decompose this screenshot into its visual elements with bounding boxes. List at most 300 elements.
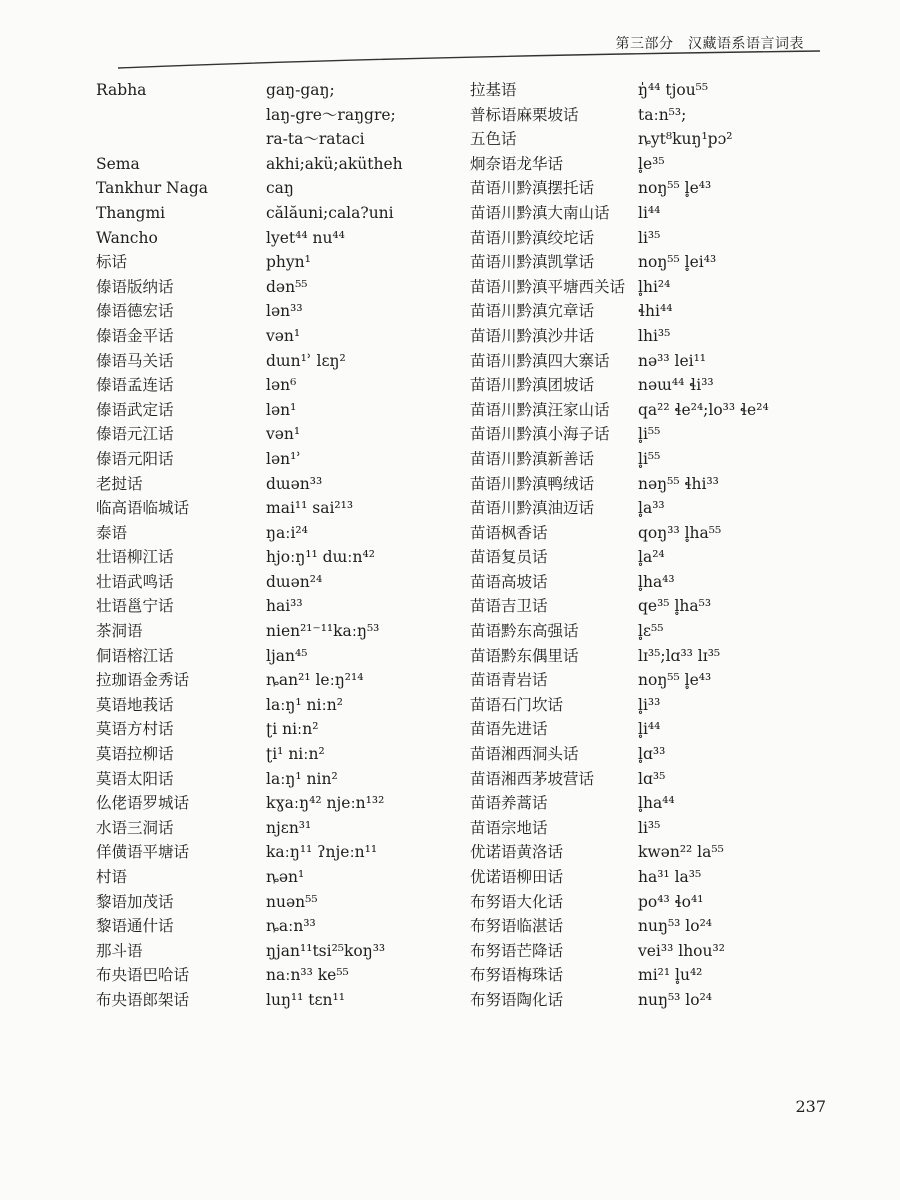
word-form-line: kaːŋ¹¹ ʔnjeːn¹¹ <box>266 843 378 862</box>
word-form <box>638 127 778 152</box>
entry-row <box>470 594 778 619</box>
language-name: 苗语川黔滇平塘西关话 <box>470 277 626 296</box>
word-form-line: laːŋ¹ niːn² <box>266 695 343 714</box>
word-form <box>266 570 471 595</box>
entry-row <box>470 447 778 472</box>
word-form-line: njɛn³¹ <box>266 818 312 837</box>
entry-row <box>78 767 471 792</box>
word-form <box>638 791 778 816</box>
word-form <box>638 226 778 251</box>
entry-row <box>470 791 778 816</box>
entry-row <box>470 693 778 718</box>
language-name: 苗语川黔滇凯掌话 <box>470 253 595 272</box>
word-form-line: ʈi¹ niːn² <box>266 745 325 764</box>
running-title: 第三部分 汉藏语系语言词表 <box>615 36 804 52</box>
entry-row <box>78 373 471 398</box>
word-form <box>266 742 471 767</box>
word-form-line: qoŋ³³ l̥ha⁵⁵ <box>638 523 722 542</box>
word-form <box>266 816 471 841</box>
language-name: 标话 <box>96 253 128 272</box>
word-form-line: nien²¹⁻¹¹kaːŋ⁵³ <box>266 622 380 641</box>
language-name: Tankhur Naga <box>96 179 209 198</box>
word-form-line: luŋ¹¹ tɛn¹¹ <box>266 990 345 1009</box>
language-name: 苗语先进话 <box>470 720 548 739</box>
word-form <box>266 201 471 226</box>
entry-row <box>78 447 471 472</box>
language-name: 苗语复员话 <box>470 548 548 567</box>
entry-row <box>470 570 778 595</box>
word-form <box>638 742 778 767</box>
language-name: 五色话 <box>470 130 517 149</box>
entry-row <box>78 422 471 447</box>
word-form <box>266 939 471 964</box>
word-form <box>638 496 778 521</box>
word-form-line: ȵyt⁸kuŋ¹pɔ² <box>638 130 733 149</box>
entry-row <box>470 176 778 201</box>
language-name: 苗语川黔滇沙井话 <box>470 326 595 345</box>
word-form-line: vən¹ <box>266 326 301 345</box>
word-form <box>266 373 471 398</box>
entry-row <box>470 349 778 374</box>
word-form <box>638 840 778 865</box>
word-form-line: mai¹¹ sai²¹³ <box>266 499 354 518</box>
word-form <box>266 717 471 742</box>
word-form-line: lən³³ <box>266 302 303 321</box>
word-form <box>638 816 778 841</box>
language-name: 傣语马关话 <box>96 351 174 370</box>
word-form-line: ɬhi⁴⁴ <box>638 302 673 321</box>
word-form-line: l̥hi²⁴ <box>638 277 671 296</box>
entry-row <box>78 914 471 939</box>
word-form-line: lɪ³⁵;lɑ³³ lɪ³⁵ <box>638 646 721 665</box>
language-name: 优诺语柳田话 <box>470 868 564 886</box>
word-form <box>638 422 778 447</box>
word-form-line: lən⁶ <box>266 376 297 395</box>
word-form-line: l̥a²⁴ <box>638 548 665 567</box>
entry-row <box>470 644 778 669</box>
language-name: 壮语武鸣话 <box>96 572 174 591</box>
word-form <box>266 521 471 546</box>
word-form <box>266 324 471 349</box>
entry-row <box>78 398 471 423</box>
entry-row <box>78 275 471 300</box>
language-name: 苗语川黔滇大南山话 <box>470 203 610 222</box>
language-name: Wancho <box>96 228 158 247</box>
word-form-line: vən¹ <box>266 425 301 444</box>
word-form <box>638 299 778 324</box>
word-form <box>638 349 778 374</box>
word-form <box>638 594 778 619</box>
word-form-line: dɯən³³ <box>266 474 323 493</box>
word-form <box>266 988 471 1013</box>
entry-row <box>78 176 471 201</box>
language-name: 傣语德宏话 <box>96 302 174 321</box>
word-form-line: ȵan²¹ leːŋ²¹⁴ <box>266 671 364 690</box>
entry-row <box>78 619 471 644</box>
entry-row <box>78 865 471 890</box>
word-form-line: akhi;akü;akütheh <box>266 154 403 173</box>
word-form-line: ȵən¹ <box>266 868 305 886</box>
word-form <box>638 324 778 349</box>
entry-row <box>78 545 471 570</box>
language-name: Thangmi <box>96 203 166 222</box>
word-form-line: li³⁵ <box>638 818 661 837</box>
entry-row <box>78 742 471 767</box>
entry-row <box>470 840 778 865</box>
language-name: 苗语湘西茅坡营话 <box>470 769 595 788</box>
language-name: 拉珈语金秀话 <box>96 671 190 690</box>
word-form <box>638 939 778 964</box>
word-form-line: gaŋ-gaŋ; <box>266 81 335 99</box>
entry-row <box>78 226 471 251</box>
word-form-line: phyn¹ <box>266 253 311 272</box>
language-name: 临高语临城话 <box>96 499 190 518</box>
word-form-line: kɣaːŋ⁴² njeːn¹³² <box>266 794 385 813</box>
word-form-line: lən¹ <box>266 400 297 419</box>
language-name: 苗语宗地话 <box>470 818 548 837</box>
language-name: Rabha <box>96 81 147 99</box>
language-name: 莫语拉柳话 <box>96 745 174 764</box>
language-name: 布努语芒降话 <box>470 941 564 960</box>
page-number: 237 <box>795 1097 826 1116</box>
word-form <box>266 963 471 988</box>
entry-row <box>78 840 471 865</box>
language-name: 炯奈语龙华话 <box>470 154 564 173</box>
language-name: 傣语孟连话 <box>96 376 174 395</box>
entry-row <box>470 127 778 152</box>
language-name: 苗语川黔滇油迈话 <box>470 499 595 518</box>
word-form <box>266 594 471 619</box>
word-form-line: laːŋ¹ nin² <box>266 769 338 788</box>
word-form <box>266 250 471 275</box>
word-form-line: ȵaːn³³ <box>266 917 316 936</box>
language-name: 傣语元阳话 <box>96 449 174 468</box>
language-name: 水语三洞话 <box>96 818 174 837</box>
word-form <box>266 914 471 939</box>
language-name: 村语 <box>96 868 128 886</box>
entry-row <box>78 816 471 841</box>
entry-row <box>470 226 778 251</box>
language-name: 布央语郎架话 <box>96 990 190 1009</box>
language-name: 苗语川黔滇小海子话 <box>470 425 610 444</box>
entry-row <box>470 939 778 964</box>
header-rule <box>0 0 900 80</box>
language-name: 布努语大化话 <box>470 892 564 911</box>
word-form-line: l̥i³³ <box>638 695 661 714</box>
entry-row <box>78 299 471 324</box>
entry-row <box>470 275 778 300</box>
word-form <box>266 767 471 792</box>
entry-row <box>78 570 471 595</box>
entry-row <box>470 545 778 570</box>
word-form <box>638 250 778 275</box>
entry-row <box>78 152 471 177</box>
word-form <box>266 299 471 324</box>
word-form-line: l̥ɛ⁵⁵ <box>638 622 664 641</box>
entry-row <box>470 717 778 742</box>
word-form-line: naːn³³ ke⁵⁵ <box>266 966 349 985</box>
entry-row <box>470 78 778 103</box>
word-form-line: lən¹ʾ <box>266 449 302 468</box>
word-form-line: noŋ⁵⁵ l̥ei⁴³ <box>638 253 717 272</box>
word-form-line: hai³³ <box>266 597 303 616</box>
word-form-line: lhi³⁵ <box>638 326 671 345</box>
word-form-line: dɯən²⁴ <box>266 572 323 591</box>
word-form-line: laŋ-gre～raŋgre; <box>266 105 396 124</box>
word-form <box>266 472 471 497</box>
language-name: 苗语高坡话 <box>470 572 548 591</box>
word-form-line: qa²² ɬe²⁴;lo³³ ɬe²⁴ <box>638 400 769 419</box>
entry-row <box>78 791 471 816</box>
word-form <box>638 472 778 497</box>
language-name: 莫语太阳话 <box>96 769 174 788</box>
entry-row <box>78 644 471 669</box>
word-form-line: qe³⁵ l̥ha⁵³ <box>638 597 712 616</box>
word-form-line: ŋaːi²⁴ <box>266 523 308 542</box>
word-form-line: li³⁵ <box>638 228 661 247</box>
language-name: 苗语枫香话 <box>470 523 548 542</box>
entry-row <box>470 668 778 693</box>
word-form <box>266 865 471 890</box>
word-form <box>266 644 471 669</box>
entry-row <box>470 472 778 497</box>
word-form <box>638 963 778 988</box>
word-form <box>266 398 471 423</box>
language-name: 傣语金平话 <box>96 326 174 345</box>
word-form <box>638 914 778 939</box>
language-name: 莫语方村话 <box>96 720 174 739</box>
language-name: Sema <box>96 154 140 173</box>
entry-row <box>470 496 778 521</box>
word-form-line: ra-ta～rataci <box>266 130 365 149</box>
word-form-line: nə³³ lei¹¹ <box>638 351 707 370</box>
word-form-line: dɯn¹ʾ lɛŋ² <box>266 351 346 370</box>
word-form-line: ŋjan¹¹tsi²⁵koŋ³³ <box>266 941 386 960</box>
language-name: 莫语地莪话 <box>96 695 174 714</box>
language-name: 老挝话 <box>96 474 143 493</box>
language-name: 壮语邕宁话 <box>96 597 174 616</box>
language-name: 苗语川黔滇团坡话 <box>470 376 595 395</box>
language-name: 黎语加茂话 <box>96 892 174 911</box>
word-form-line: l̥e³⁵ <box>638 154 665 173</box>
language-name: 布努语临湛话 <box>470 917 564 936</box>
right-column <box>470 78 778 1013</box>
entry-row <box>470 152 778 177</box>
entry-row <box>470 963 778 988</box>
word-form <box>638 693 778 718</box>
language-name: 苗语湘西洞头话 <box>470 745 579 764</box>
word-form-line: nuŋ⁵³ lo²⁴ <box>638 917 713 936</box>
language-name: 布努语陶化话 <box>470 990 564 1009</box>
word-form <box>638 447 778 472</box>
word-form <box>266 668 471 693</box>
entry-row <box>78 717 471 742</box>
entry-row <box>470 103 778 128</box>
language-name: 苗语川黔滇四大寨话 <box>470 351 610 370</box>
entry-row <box>78 668 471 693</box>
word-form-line: noŋ⁵⁵ l̥e⁴³ <box>638 671 712 690</box>
word-form <box>266 422 471 447</box>
language-name: 苗语吉卫话 <box>470 597 548 616</box>
entry-row <box>78 78 471 152</box>
language-name: 苗语川黔滇新善话 <box>470 449 595 468</box>
word-form-line: noŋ⁵⁵ l̥e⁴³ <box>638 179 712 198</box>
word-form <box>638 152 778 177</box>
entry-row <box>470 865 778 890</box>
language-name: 普标语麻栗坡话 <box>470 105 579 124</box>
entry-row <box>78 988 471 1013</box>
word-form-line: l̥a³³ <box>638 499 665 518</box>
language-name: 侗语榕江话 <box>96 646 174 665</box>
entry-row <box>470 201 778 226</box>
word-form <box>638 545 778 570</box>
word-form <box>266 840 471 865</box>
word-form <box>266 78 471 152</box>
entry-row <box>78 349 471 374</box>
language-name: 傣语元江话 <box>96 425 174 444</box>
word-form-line: ʈi niːn² <box>266 720 319 739</box>
language-name: 仫佬语罗城话 <box>96 794 190 813</box>
entry-row <box>78 939 471 964</box>
entry-row <box>470 988 778 1013</box>
entry-row <box>78 472 471 497</box>
word-form <box>266 447 471 472</box>
word-form-line: taːn⁵³; <box>638 105 687 124</box>
language-name: 拉基语 <box>470 81 517 99</box>
language-name: 苗语川黔滇绞坨话 <box>470 228 595 247</box>
word-form-line: nuən⁵⁵ <box>266 892 318 911</box>
word-form-line: lɑ³⁵ <box>638 769 666 788</box>
entry-row <box>78 963 471 988</box>
entry-row <box>470 250 778 275</box>
word-form <box>638 275 778 300</box>
word-form <box>638 176 778 201</box>
word-form-line: nəŋ⁵⁵ ɬhi³³ <box>638 474 719 493</box>
language-name: 傣语武定话 <box>96 400 174 419</box>
entry-row <box>470 816 778 841</box>
entry-row <box>470 324 778 349</box>
word-form <box>266 619 471 644</box>
entry-row <box>470 742 778 767</box>
language-name: 优诺语黄洛话 <box>470 843 564 862</box>
word-form-line: călăuni;cala?uni <box>266 203 394 222</box>
entry-row <box>78 496 471 521</box>
word-form-line: ljan⁴⁵ <box>266 646 308 665</box>
word-form <box>638 78 778 103</box>
word-form-line: l̥i⁴⁴ <box>638 720 661 739</box>
entry-row <box>470 521 778 546</box>
entry-row <box>470 619 778 644</box>
language-name: 佯僙语平塘话 <box>96 843 190 862</box>
language-name: 傣语版纳话 <box>96 277 174 296</box>
word-form-line: dən⁵⁵ <box>266 277 308 296</box>
language-name: 苗语黔东高强话 <box>470 622 579 641</box>
language-name: 茶洞语 <box>96 622 143 641</box>
word-form-line: ha³¹ la³⁵ <box>638 868 702 886</box>
word-form-line: vei³³ lhou³² <box>638 941 725 960</box>
word-form <box>638 201 778 226</box>
word-form-line: nuŋ⁵³ lo²⁴ <box>638 990 713 1009</box>
entry-row <box>78 250 471 275</box>
word-form <box>638 717 778 742</box>
language-name: 苗语青岩话 <box>470 671 548 690</box>
word-form <box>638 865 778 890</box>
entry-row <box>78 594 471 619</box>
word-form <box>638 890 778 915</box>
language-name: 泰语 <box>96 523 128 542</box>
language-name: 苗语石门坎话 <box>470 695 564 714</box>
language-name: 布努语梅珠话 <box>470 966 564 985</box>
language-name: 苗语川黔滇摆托话 <box>470 179 595 198</box>
entry-row <box>78 324 471 349</box>
entry-row <box>470 422 778 447</box>
word-form-line: nəɯ⁴⁴ ɬi³³ <box>638 376 714 395</box>
entry-row <box>470 767 778 792</box>
word-form-line: l̥i⁵⁵ <box>638 449 661 468</box>
word-form <box>266 496 471 521</box>
word-form <box>266 349 471 374</box>
entry-row <box>78 693 471 718</box>
word-form <box>638 570 778 595</box>
word-form-line: kwən²² la⁵⁵ <box>638 843 724 862</box>
word-form-line: ŋ̍⁴⁴ tjou⁵⁵ <box>638 81 709 99</box>
entry-row <box>470 398 778 423</box>
word-form <box>266 791 471 816</box>
entry-row <box>470 299 778 324</box>
word-form <box>638 521 778 546</box>
word-form <box>638 767 778 792</box>
language-name: 那斗语 <box>96 941 143 960</box>
word-form <box>638 373 778 398</box>
left-column <box>78 78 471 1013</box>
word-form <box>638 988 778 1013</box>
word-form-line: li⁴⁴ <box>638 203 661 222</box>
word-form <box>266 693 471 718</box>
word-form-line: lyet⁴⁴ nu⁴⁴ <box>266 228 345 247</box>
word-form <box>266 275 471 300</box>
word-form-line: l̥ha⁴⁴ <box>638 794 675 813</box>
word-form-line: l̥ɑ³³ <box>638 745 666 764</box>
word-form-line: l̥ha⁴³ <box>638 572 675 591</box>
word-form <box>638 103 778 128</box>
word-form <box>266 545 471 570</box>
entry-row <box>78 521 471 546</box>
language-name: 壮语柳江话 <box>96 548 174 567</box>
word-form <box>638 619 778 644</box>
entry-row <box>470 373 778 398</box>
word-form <box>266 152 471 177</box>
word-form <box>266 176 471 201</box>
entry-row <box>78 890 471 915</box>
word-form-line: l̥i⁵⁵ <box>638 425 661 444</box>
word-form-line: caŋ <box>266 179 294 198</box>
word-form-line: hjoːŋ¹¹ dɯːn⁴² <box>266 548 375 567</box>
word-form <box>638 644 778 669</box>
word-form <box>266 890 471 915</box>
entry-row <box>78 201 471 226</box>
language-name: 苗语川黔滇宂章话 <box>470 302 595 321</box>
word-form <box>266 226 471 251</box>
language-name: 苗语养蒿话 <box>470 794 548 813</box>
word-form <box>638 668 778 693</box>
language-name: 苗语川黔滇鸭绒话 <box>470 474 595 493</box>
word-form-line: po⁴³ ɬo⁴¹ <box>638 892 704 911</box>
language-name: 苗语黔东偶里话 <box>470 646 579 665</box>
word-form-line: mi²¹ l̥u⁴² <box>638 966 703 985</box>
language-name: 苗语川黔滇汪家山话 <box>470 400 610 419</box>
language-name: 布央语巴哈话 <box>96 966 190 985</box>
language-name: 黎语通什话 <box>96 917 174 936</box>
